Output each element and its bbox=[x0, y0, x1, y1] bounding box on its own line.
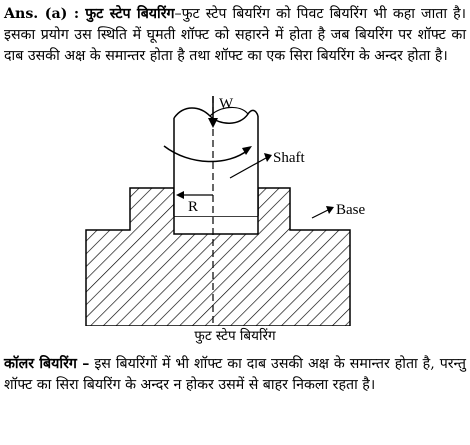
base-leader bbox=[312, 210, 328, 218]
answer-label: Ans. (a) : bbox=[4, 6, 80, 22]
shaft-leader-head bbox=[264, 153, 272, 162]
intro-paragraph bbox=[4, 4, 466, 67]
collar-paragraph bbox=[4, 354, 466, 396]
intro-heading: फुट स्टेप बियरिंग bbox=[85, 6, 175, 22]
base-label: Base bbox=[336, 202, 366, 218]
radius-label: R bbox=[188, 199, 199, 215]
foot-step-bearing-diagram bbox=[80, 94, 400, 326]
shaft-body bbox=[174, 116, 258, 216]
shaft-label: Shaft bbox=[273, 150, 305, 166]
intro-text: –फुट स्टेप बियरिंग को पिवट बियरिंग भी कहा जाता है। इसका प्रयोग उस स्थिति में घूमती शॉफ्ट को सहारने में होता है जब बियरिंग पर शॉफ्ट का दाब उसकी अक्ष के समान्तर होता है तथा शॉफ्ट का एक सिरा बियरिंग के अन्दर होता है। bbox=[4, 6, 466, 64]
figure-caption: फुट स्टेप बियरिंग bbox=[194, 328, 276, 344]
collar-text: इस बियरिंगों में भी शॉफ्ट का दाब उसकी अक्ष के समान्तर होता है, परन्तु शॉफ्ट का सिरा बियरिंग के अन्दर न होकर उसमें से बाहर निकला रहता है। bbox=[4, 356, 467, 393]
collar-heading: कॉलर बियरिंग – bbox=[4, 356, 90, 372]
load-label: W bbox=[219, 96, 234, 112]
